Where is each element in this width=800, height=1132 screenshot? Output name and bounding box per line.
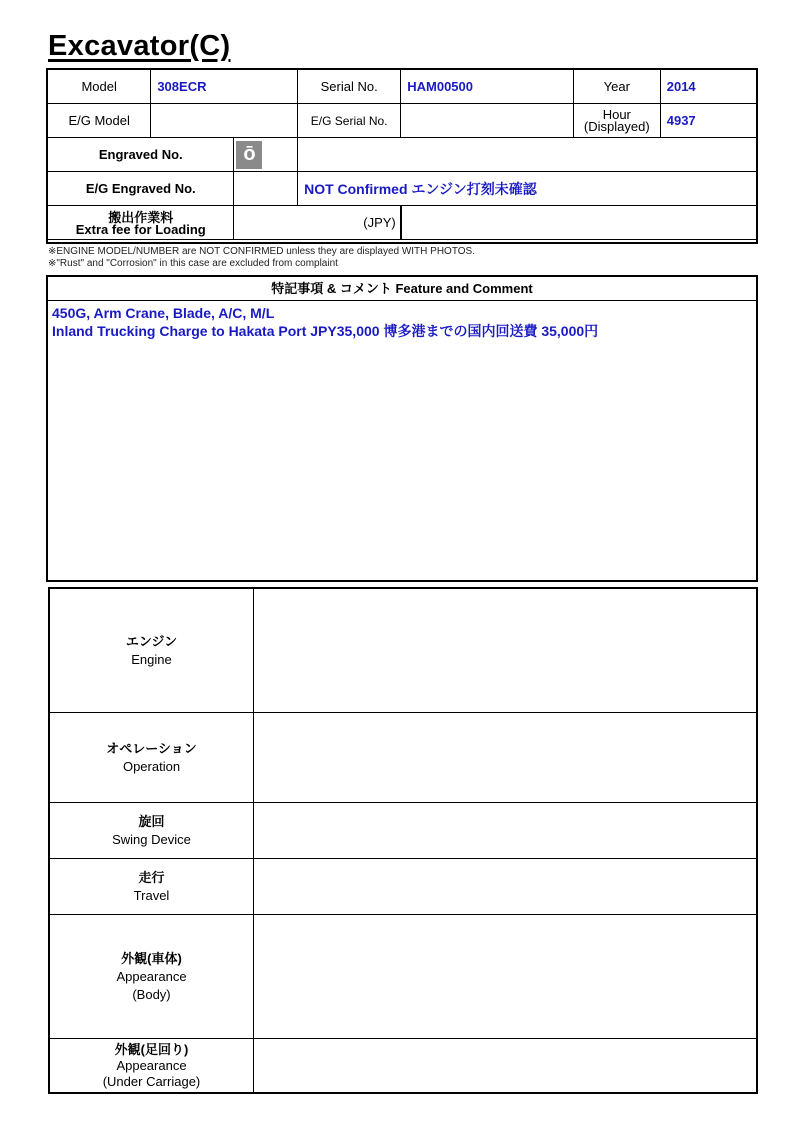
eg-engraved-label: E/G Engraved No. — [48, 172, 234, 206]
label-jp: 外観(車体) — [121, 950, 182, 966]
serial-value: HAM00500 — [401, 70, 574, 104]
eg-engraved-value: NOT Confirmed エンジン打刻未確認 — [298, 172, 757, 206]
inspection-label-appearance-body — [50, 915, 254, 1038]
feature-comment-box — [46, 275, 758, 582]
label-jp: 外観(足回り) — [114, 1041, 189, 1057]
model-label: Model — [48, 70, 151, 104]
inspection-table — [48, 587, 758, 1094]
inspection-row-operation — [50, 713, 756, 803]
model-value: 308ECR — [151, 70, 298, 104]
label-en: Appearance — [116, 968, 187, 984]
hour-label-line2: (Displayed) — [583, 118, 650, 134]
engraved-photo-cell — [234, 138, 298, 172]
eg-serial-value — [401, 104, 574, 138]
engraved-value — [298, 138, 757, 172]
extra-fee-value — [401, 206, 757, 240]
eg-model-value — [151, 104, 298, 138]
disclaimer-notes — [48, 246, 475, 270]
eg-engraved-row — [48, 172, 757, 206]
label-en2: (Body) — [132, 986, 171, 1002]
label-en: Engine — [131, 651, 172, 667]
currency-label: (JPY) — [234, 206, 401, 240]
label-en: Appearance — [116, 1057, 187, 1073]
engraved-label: Engraved No. — [48, 138, 234, 172]
label-jp: エンジン — [125, 633, 178, 649]
extra-fee-label-jp: 搬出作業料 — [108, 209, 174, 225]
model-row — [48, 70, 757, 104]
engraved-row — [48, 138, 757, 172]
inspection-label-appearance-undercarriage — [50, 1039, 254, 1092]
eg-model-row — [48, 104, 757, 138]
extra-fee-label-en: Extra fee for Loading — [75, 221, 206, 237]
document-title: Excavator(C) — [48, 30, 231, 62]
eg-engraved-photo-cell — [234, 172, 298, 206]
hour-label — [573, 104, 660, 138]
label-en2: (Under Carriage) — [102, 1073, 201, 1089]
inspection-row-swing — [50, 803, 756, 859]
label-en: Travel — [133, 887, 170, 903]
inspection-label-engine — [50, 589, 254, 712]
eg-serial-label: E/G Serial No. — [298, 104, 401, 138]
inspection-label-swing — [50, 803, 254, 858]
disclaimer-note-1: ※ENGINE MODEL/NUMBER are NOT CONFIRMED unless they are displayed WITH PHOTOS. — [48, 246, 475, 257]
disclaimer-note-2: ※"Rust" and "Corrosion" in this case are excluded from complaint — [48, 258, 338, 269]
inspection-row-appearance-undercarriage — [50, 1039, 756, 1092]
serial-label: Serial No. — [298, 70, 401, 104]
inspection-row-appearance-body — [50, 915, 756, 1039]
label-jp: 走行 — [138, 869, 165, 885]
inspection-label-operation — [50, 713, 254, 802]
camera-icon[interactable]: ō — [236, 141, 262, 169]
year-value: 2014 — [660, 70, 756, 104]
label-en: Operation — [122, 758, 181, 774]
hour-label-line1: Hour — [602, 106, 631, 122]
eg-model-label: E/G Model — [48, 104, 151, 138]
machine-info-table — [47, 69, 757, 240]
hour-value: 4937 — [660, 104, 756, 138]
extra-fee-row — [48, 206, 757, 240]
inspection-row-engine — [50, 589, 756, 713]
extra-fee-label — [48, 206, 234, 240]
label-en: Swing Device — [112, 831, 191, 847]
label-jp: オペレーション — [106, 740, 197, 756]
feature-comment-header: 特記事項 & コメント Feature and Comment — [48, 277, 756, 301]
feature-line-2: Inland Trucking Charge to Hakata Port JPY35,000 博多港までの国内回送費 35,000円 — [52, 323, 599, 339]
inspection-row-travel — [50, 859, 756, 915]
label-jp: 旋回 — [138, 813, 165, 829]
inspection-label-travel — [50, 859, 254, 914]
year-label: Year — [573, 70, 660, 104]
feature-line-1: 450G, Arm Crane, Blade, A/C, M/L — [52, 305, 275, 321]
